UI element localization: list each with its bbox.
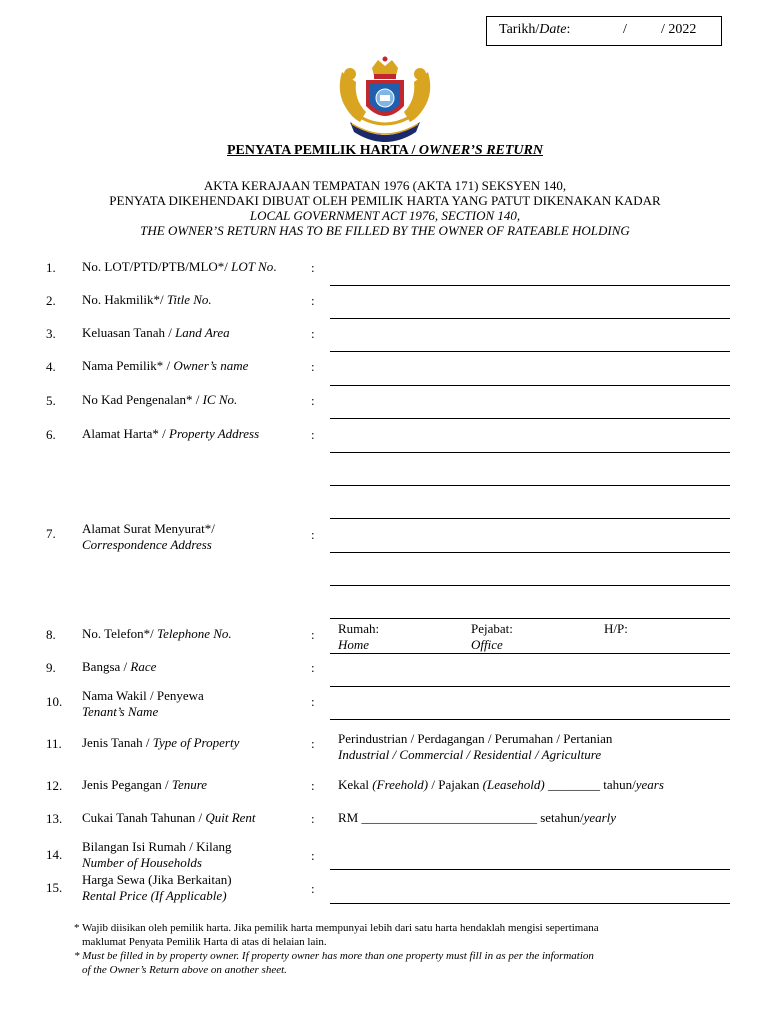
households-input[interactable] xyxy=(330,869,730,870)
field-15-number: 15. xyxy=(46,880,63,895)
property-address-input-line-2[interactable] xyxy=(330,485,730,486)
field-7-label: Alamat Surat Menyurat*/ Correspondence Address xyxy=(82,521,215,552)
field-8-label: No. Telefon*/ Telephone No. xyxy=(82,626,232,641)
phone-office-label: Pejabat: Office xyxy=(471,621,513,652)
field-15-colon: : xyxy=(311,881,315,896)
field-4-number: 4. xyxy=(46,359,56,374)
field-12-label: Jenis Pegangan / Tenure xyxy=(82,777,208,792)
field-1-colon: : xyxy=(311,260,315,275)
field-6-colon: : xyxy=(311,427,315,442)
phone-mobile-label: H/P: xyxy=(604,621,628,636)
field-4-label: Nama Pemilik* / Owner’s name xyxy=(82,358,249,373)
form-title: PENYATA PEMILIK HARTA / OWNER’S RETURN xyxy=(227,143,543,158)
property-type-options[interactable]: Perindustrian / Perdagangan / Perumahan / Pertanian Industrial / Commercial / Residential / Agriculture xyxy=(338,731,613,762)
footnote-malay: * Wajib diisikan oleh pemilik harta. Jika pemilik harta mempunyai lebih dari satu harta hendaklah mengisi sepertimana maklumat Penyata Pemilik Harta di atas di helaian lain. xyxy=(74,922,599,948)
telephone-input[interactable] xyxy=(330,653,730,654)
field-14-label: Bilangan Isi Rumah / Kilang Number of Households xyxy=(82,839,232,870)
correspondence-address-input-line-1[interactable] xyxy=(330,552,730,553)
owner-name-input[interactable] xyxy=(330,385,730,386)
quit-rent-input[interactable]: RM ___________________________ setahun/yearly xyxy=(338,810,617,825)
field-9-label: Bangsa / Race xyxy=(82,659,157,674)
field-5-number: 5. xyxy=(46,393,56,408)
rental-price-input[interactable] xyxy=(330,903,730,904)
field-3-label: Keluasan Tanah / Land Area xyxy=(82,325,230,340)
correspondence-address-input-line-3[interactable] xyxy=(330,618,730,619)
field-10-number: 10. xyxy=(46,694,63,709)
field-9-colon: : xyxy=(311,660,315,675)
tenant-name-input[interactable] xyxy=(330,719,730,720)
field-1-label: No. LOT/PTD/PTB/MLO*/ LOT No. xyxy=(82,259,277,274)
tenure-options[interactable]: Kekal (Freehold) / Pajakan (Leasehold) ________ tahun/years xyxy=(338,777,664,792)
subtitle-line-3: LOCAL GOVERNMENT ACT 1976, SECTION 140, xyxy=(249,208,521,223)
field-2-label: No. Hakmilik*/ Title No. xyxy=(82,292,212,307)
field-9-number: 9. xyxy=(46,660,56,675)
field-11-number: 11. xyxy=(46,736,62,751)
field-13-colon: : xyxy=(311,811,315,826)
date-box xyxy=(486,16,722,46)
title-number-input[interactable] xyxy=(330,318,730,319)
field-7-colon: : xyxy=(311,527,315,542)
field-3-number: 3. xyxy=(46,326,56,341)
race-input[interactable] xyxy=(330,686,730,687)
field-15-label: Harga Sewa (Jika Berkaitan) Rental Price (If Applicable) xyxy=(82,872,232,903)
subtitle-line-2: PENYATA DIKEHENDAKI DIBUAT OLEH PEMILIK HARTA YANG PATUT DIKENAKAN KADAR xyxy=(109,193,661,208)
date-separator-1: / xyxy=(623,22,627,37)
property-address-input-line-1[interactable] xyxy=(330,452,730,453)
ic-number-input[interactable] xyxy=(330,418,730,419)
subtitle-line-4: THE OWNER’S RETURN HAS TO BE FILLED BY THE OWNER OF RATEABLE HOLDING xyxy=(140,223,630,238)
property-address-input-line-3[interactable] xyxy=(330,518,730,519)
field-5-label: No Kad Pengenalan* / IC No. xyxy=(82,392,238,407)
date-label: Tarikh/Date: xyxy=(499,22,571,37)
field-4-colon: : xyxy=(311,359,315,374)
field-5-colon: : xyxy=(311,393,315,408)
field-12-number: 12. xyxy=(46,778,63,793)
field-3-colon: : xyxy=(311,326,315,341)
field-10-colon: : xyxy=(311,694,315,709)
field-2-colon: : xyxy=(311,293,315,308)
footnote-english: * Must be filled in by property owner. If property owner has more than one property must fill in as per the information of the Owner’s Return above on another sheet. xyxy=(74,950,594,976)
field-13-number: 13. xyxy=(46,811,63,826)
coat-of-arms-logo xyxy=(332,52,438,144)
field-13-label: Cukai Tanah Tahunan / Quit Rent xyxy=(82,810,256,825)
date-separator-year: / 2022 xyxy=(661,22,697,37)
field-6-number: 6. xyxy=(46,427,56,442)
field-14-colon: : xyxy=(311,848,315,863)
field-8-number: 8. xyxy=(46,627,56,642)
field-7-number: 7. xyxy=(46,526,56,541)
field-6-label: Alamat Harta* / Property Address xyxy=(82,426,260,441)
field-11-colon: : xyxy=(311,736,315,751)
field-14-number: 14. xyxy=(46,847,63,862)
phone-home-label: Rumah: Home xyxy=(338,621,380,652)
field-2-number: 2. xyxy=(46,293,56,308)
field-10-label: Nama Wakil / Penyewa Tenant’s Name xyxy=(82,688,204,719)
field-8-colon: : xyxy=(311,627,315,642)
field-12-colon: : xyxy=(311,778,315,793)
lot-number-input[interactable] xyxy=(330,285,730,286)
subtitle-line-1: AKTA KERAJAAN TEMPATAN 1976 (AKTA 171) SEKSYEN 140, xyxy=(203,178,567,193)
field-11-label: Jenis Tanah / Type of Property xyxy=(82,735,240,750)
land-area-input[interactable] xyxy=(330,351,730,352)
field-1-number: 1. xyxy=(46,260,56,275)
correspondence-address-input-line-2[interactable] xyxy=(330,585,730,586)
